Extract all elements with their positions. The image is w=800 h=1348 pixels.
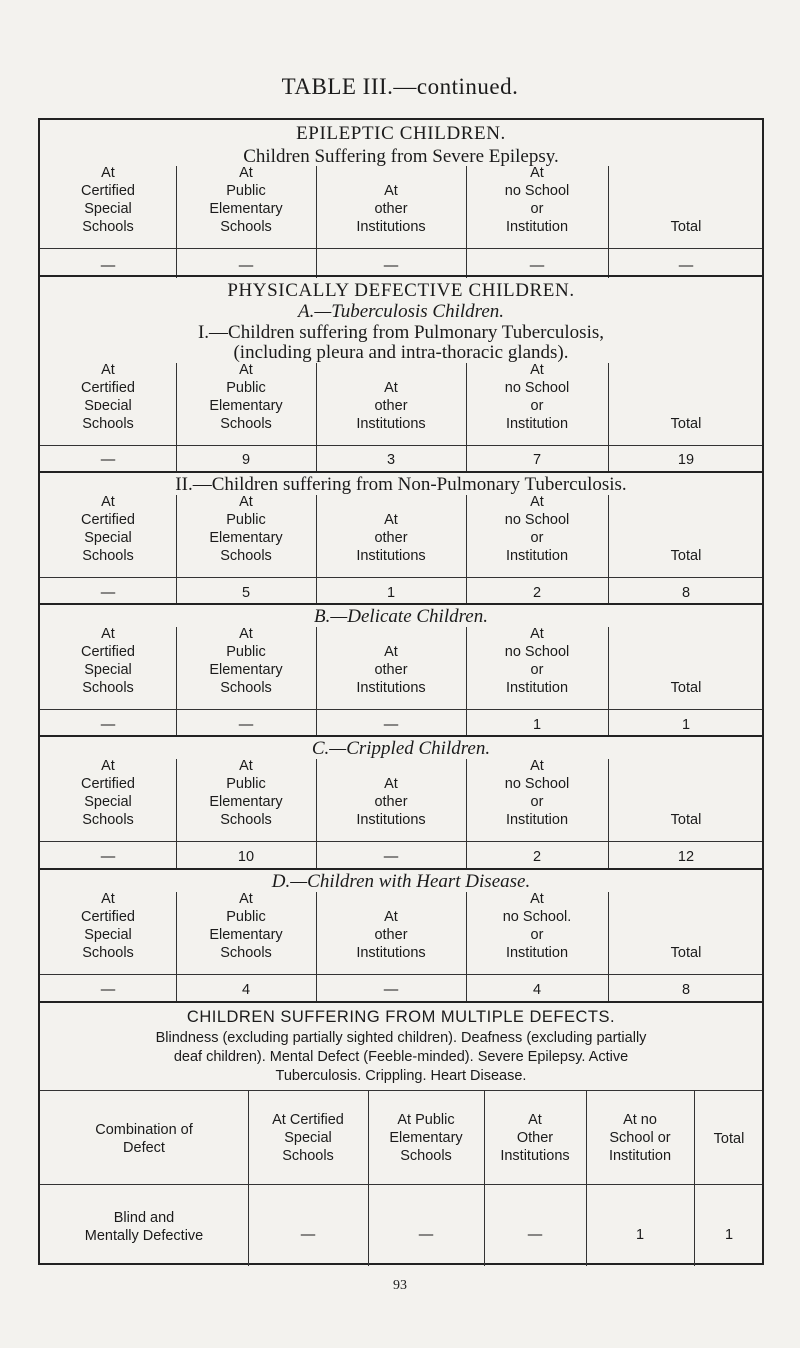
col-header-public: At Public Elementary Schools [389, 1112, 463, 1164]
col-header-total: Total [670, 219, 702, 235]
col-header-total: Total [670, 416, 702, 432]
section-subtitle: C.—Crippled Children. [311, 738, 491, 759]
section-title: PHYSICALLY DEFECTIVE CHILDREN. [227, 280, 575, 301]
table-cell: — [383, 982, 399, 998]
row-label: Blind and Mentally Defective [84, 1210, 204, 1244]
table-cell: — [100, 452, 116, 468]
col-header-total: Total [713, 1131, 745, 1147]
section-subtitle: A.—Tuberculosis Children. [297, 301, 505, 322]
col-header-total: Total [670, 680, 702, 696]
section-crippled [40, 735, 762, 877]
col-header-other: At Other Institutions [500, 1112, 570, 1164]
table-cell: 2 [532, 585, 542, 601]
col-header-other: At other Institutions [356, 644, 426, 696]
col-header-public: At Public Elementary Schools [209, 891, 283, 961]
col-header-certified: At Certified Special Schools [272, 1112, 344, 1164]
col-header-total: Total [670, 812, 702, 828]
table-cell: — [383, 849, 399, 865]
col-header-other: At other Institutions [356, 909, 426, 961]
table-frame [38, 118, 764, 1265]
multiple-description-line: Blindness (excluding partially sighted children). Deafness (excluding partially [155, 1030, 647, 1046]
table-cell: — [529, 258, 545, 274]
section-multiple-defects [40, 1001, 762, 1265]
table-cell: 4 [241, 982, 251, 998]
col-header-public: At Public Elementary Schools [209, 494, 283, 564]
table-cell: — [238, 258, 254, 274]
col-header-public: At Public Elementary Schools [209, 362, 283, 432]
section-subtitle: II.—Children suffering from Non-Pulmonary Tuberculosis. [175, 474, 627, 495]
table-cell: 1 [681, 717, 691, 733]
table-cell: 3 [386, 452, 396, 468]
col-header-certified: At Certified Special Schools [81, 494, 135, 564]
table-cell: 1 [386, 585, 396, 601]
table-cell: — [527, 1227, 543, 1243]
col-header-certified: At Certified Special Schools [81, 758, 135, 828]
col-header-total: Total [670, 548, 702, 564]
col-header-no-school: At no School. or Institution [502, 891, 572, 961]
col-header-combination: Combination of Defect [95, 1122, 193, 1156]
table-cell: — [100, 849, 116, 865]
section-subtitle: D.—Children with Heart Disease. [271, 871, 531, 892]
table-cell: — [100, 258, 116, 274]
col-header-no-school: At no School or Institution [504, 758, 570, 828]
table-cell: 8 [681, 982, 691, 998]
section-subtitle: I.—Children suffering from Pulmonary Tuberculosis, [197, 322, 604, 343]
table-cell: — [100, 982, 116, 998]
col-header-total: Total [670, 945, 702, 961]
col-header-other: At other Institutions [356, 512, 426, 564]
section-subtitle: B.—Delicate Children. [314, 606, 488, 627]
table-cell: — [100, 717, 116, 733]
col-header-no-school: At no School or Institution [504, 362, 570, 432]
multiple-description-line: Tuberculosis. Crippling. Heart Disease. [275, 1068, 527, 1084]
col-header-other: At other Institutions [356, 776, 426, 828]
col-header-public: At Public Elementary Schools [209, 165, 283, 235]
section-pulmonary-tb [40, 275, 762, 487]
section-delicate [40, 603, 762, 745]
col-header-certified: At Certified Special Schools [81, 165, 135, 235]
table-cell: 9 [241, 452, 251, 468]
table-cell: 2 [532, 849, 542, 865]
col-header-other: At other Institutions [356, 380, 426, 432]
section-title: CHILDREN SUFFERING FROM MULTIPLE DEFECTS. [186, 1008, 616, 1026]
table-cell: — [238, 717, 254, 733]
page-title: TABLE III.—continued. [281, 74, 519, 99]
col-header-other: At other Institutions [356, 183, 426, 235]
table-cell: 4 [532, 982, 542, 998]
col-header-public: At Public Elementary Schools [209, 758, 283, 828]
table-cell: — [383, 258, 399, 274]
col-header-no-school: At no School or Institution [608, 1112, 672, 1164]
col-header-certified: At Certified Special Schools [81, 626, 135, 696]
table-cell: — [678, 258, 694, 274]
multiple-description-line: deaf children). Mental Defect (Feeble-minded). Severe Epilepsy. Active [173, 1049, 629, 1065]
table-cell: 12 [677, 849, 695, 865]
table-cell: 5 [241, 585, 251, 601]
section-subtitle: Children Suffering from Severe Epilepsy. [243, 146, 559, 167]
section-title: EPILEPTIC CHILDREN. [296, 123, 506, 144]
table-cell: 8 [681, 585, 691, 601]
page-number: 93 [393, 1278, 407, 1293]
table-cell: 7 [532, 452, 542, 468]
section-non-pulmonary-tb [40, 471, 762, 613]
table-cell: — [383, 717, 399, 733]
table-cell: 10 [237, 849, 255, 865]
col-header-certified: At Certified Sᴅecial Schools [81, 362, 135, 432]
col-header-no-school: At no School or Institution [504, 165, 570, 235]
section-heart-disease [40, 868, 762, 1010]
col-header-certified: At Certified Special Schools [81, 891, 135, 961]
table-cell: 1 [724, 1227, 734, 1243]
col-header-public: At Public Elementary Schools [209, 626, 283, 696]
table-cell: 19 [677, 452, 695, 468]
col-header-no-school: At no School or Institution [504, 494, 570, 564]
col-header-no-school: At no School or Institution [504, 626, 570, 696]
table-cell: 1 [635, 1227, 645, 1243]
table-cell: 1 [532, 717, 542, 733]
section-epileptic [40, 118, 762, 295]
section-subtitle: (including pleura and intra-thoracic glands). [233, 342, 569, 363]
table-cell: — [300, 1227, 316, 1243]
table-cell: — [100, 585, 116, 601]
table-cell: — [418, 1227, 434, 1243]
